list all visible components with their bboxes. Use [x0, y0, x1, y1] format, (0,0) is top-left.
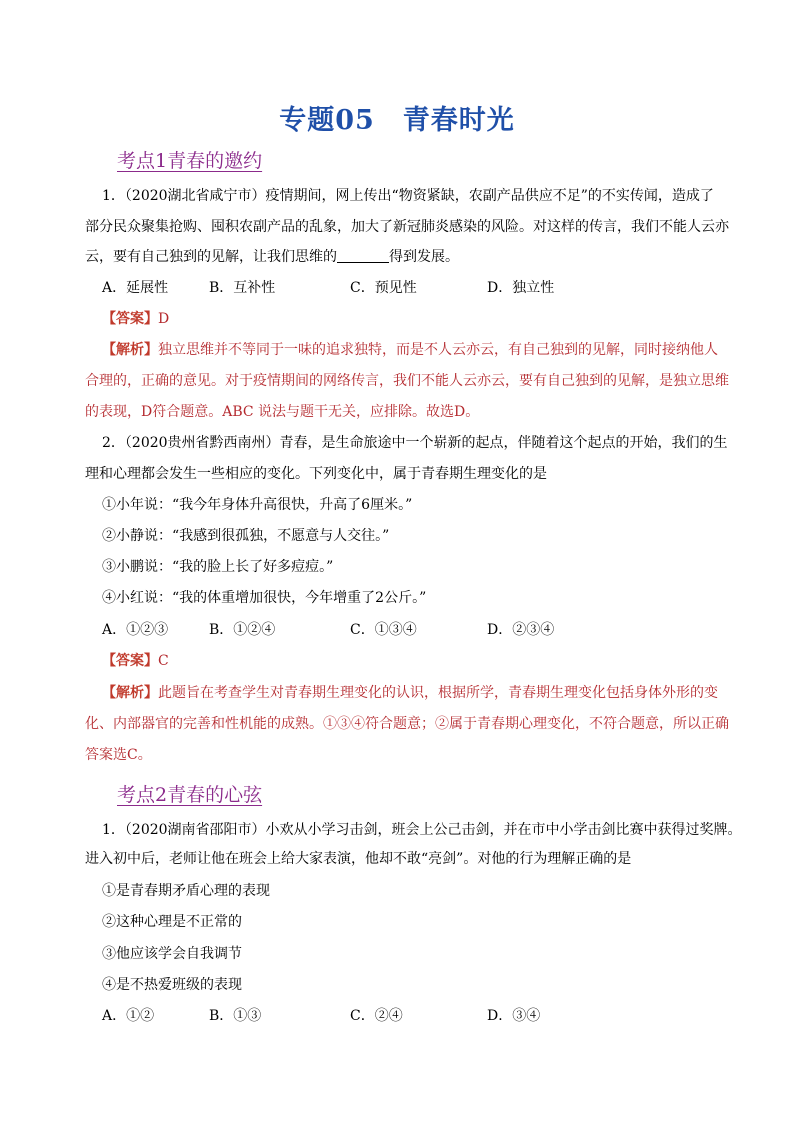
answer-blank: [337, 248, 389, 263]
q3-option-d: D．③④: [487, 1008, 541, 1024]
q2-analysis-line-3: 答案选C。: [85, 747, 152, 763]
answer-tag: 【答案】: [102, 653, 158, 669]
q1-analysis-line-3: 的表现，D符合题意。ABC 说法与题干无关，应排除。故选D。: [85, 404, 480, 420]
q1-stem-line-2: 部分民众聚集抢购、囤积农副产品的乱象，加大了新冠肺炎感染的风险。对这样的传言，我们不能人云亦: [85, 219, 729, 235]
q3-option-a: A．①②: [102, 1008, 155, 1024]
q2-stem-line-1: 2．（2020贵州省黔西南州）青春，是生命旅途中一个崭新的起点，伴随着这个起点的开始，我们的生: [102, 435, 728, 451]
analysis-text: 独立思维并不等同于一味的追求独特，而是不人云亦云，有自己独到的见解，同时接纳他人: [158, 342, 718, 358]
q3-item-1: ①是青春期矛盾心理的表现: [102, 883, 270, 899]
title-main: 专题05: [279, 105, 375, 136]
q1-analysis-line-1: [102, 340, 718, 360]
analysis-text: 此题旨在考查学生对青春期生理变化的认识，根据所学，青春期生理变化包括身体外形的变: [158, 685, 718, 701]
q3-item-4: ④是不热爱班级的表现: [102, 977, 242, 993]
q3-options: [102, 1006, 540, 1026]
q3-item-2: ②这种心理是不正常的: [102, 914, 242, 930]
q1-stem-line-3: [85, 247, 714, 267]
document-title: [0, 98, 794, 137]
q1-analysis-line-2: 合理的，正确的意见。对于疫情期间的网络传言，我们不能人云亦云，要有自己独到的见解，是独立思维: [85, 373, 729, 389]
q1-option-b: B．互补性: [209, 280, 276, 296]
q2-answer: [102, 651, 714, 671]
q2-option-d: D．②③④: [487, 622, 555, 638]
analysis-tag: 【解析】: [102, 342, 158, 358]
q3-option-c: C．②④: [350, 1008, 403, 1024]
q3-option-b: B．①③: [209, 1008, 262, 1024]
section-heading-2: 考点2青春的心弦: [117, 784, 263, 806]
q2-item-2: ②小静说：“我感到很孤独，不愿意与人交往。”: [102, 528, 390, 544]
answer-value: D: [158, 311, 170, 327]
q3-stem-line-2: 进入初中后，老师让他在班会上给大家表演，他却不敢“亮剑”。对他的行为理解正确的是: [85, 851, 632, 867]
q2-analysis-line-1: [102, 683, 718, 703]
q2-analysis-line-2: 化、内部器官的完善和性机能的成熟。①③④符合题意；②属于青春期心理变化，不符合题意，所以正确: [85, 716, 729, 732]
analysis-tag: 【解析】: [102, 685, 158, 701]
q1-option-d: D．独立性: [487, 280, 555, 296]
q2-option-a: A．①②③: [102, 622, 169, 638]
q1-stem-line-1: 1．（2020湖北省咸宁市）疫情期间，网上传出“物资紧缺，农副产品供应不足”的不实传闻，造成了: [102, 188, 714, 204]
q2-option-c: C．①③④: [350, 622, 417, 638]
q1-option-c: C．预见性: [350, 280, 417, 296]
q1-option-a: A．延展性: [102, 280, 169, 296]
q3-item-3: ③他应该学会自我调节: [102, 946, 242, 962]
answer-tag: 【答案】: [102, 311, 158, 327]
q1-stem-text-a: 云，要有自己独到的见解，让我们思维的: [85, 249, 337, 265]
title-sub: 青春时光: [402, 105, 515, 136]
section-heading-1: 考点1青春的邀约: [117, 150, 263, 172]
q3-stem-line-1: 1．（2020湖南省邵阳市）小欢从小学习击剑，班会上公己击剑，并在市中小学击剑比赛中获得过奖牌。: [102, 822, 742, 838]
q1-answer: [102, 309, 714, 329]
q1-stem-text-b: 得到发展。: [389, 249, 459, 265]
answer-value: C: [158, 653, 169, 669]
q2-item-3: ③小鹏说：“我的脸上长了好多痘痘。”: [102, 559, 334, 575]
q2-option-b: B．①②④: [209, 622, 276, 638]
q2-item-4: ④小红说：“我的体重增加很快，今年增重了2公斤。”: [102, 590, 427, 606]
q2-stem-line-2: 理和心理都会发生一些相应的变化。下列变化中，属于青春期生理变化的是: [85, 466, 547, 482]
q2-item-1: ①小年说：“我今年身体升高很快，升高了6厘米。”: [102, 497, 413, 513]
q2-options: [102, 620, 554, 640]
q1-options: [102, 278, 554, 298]
